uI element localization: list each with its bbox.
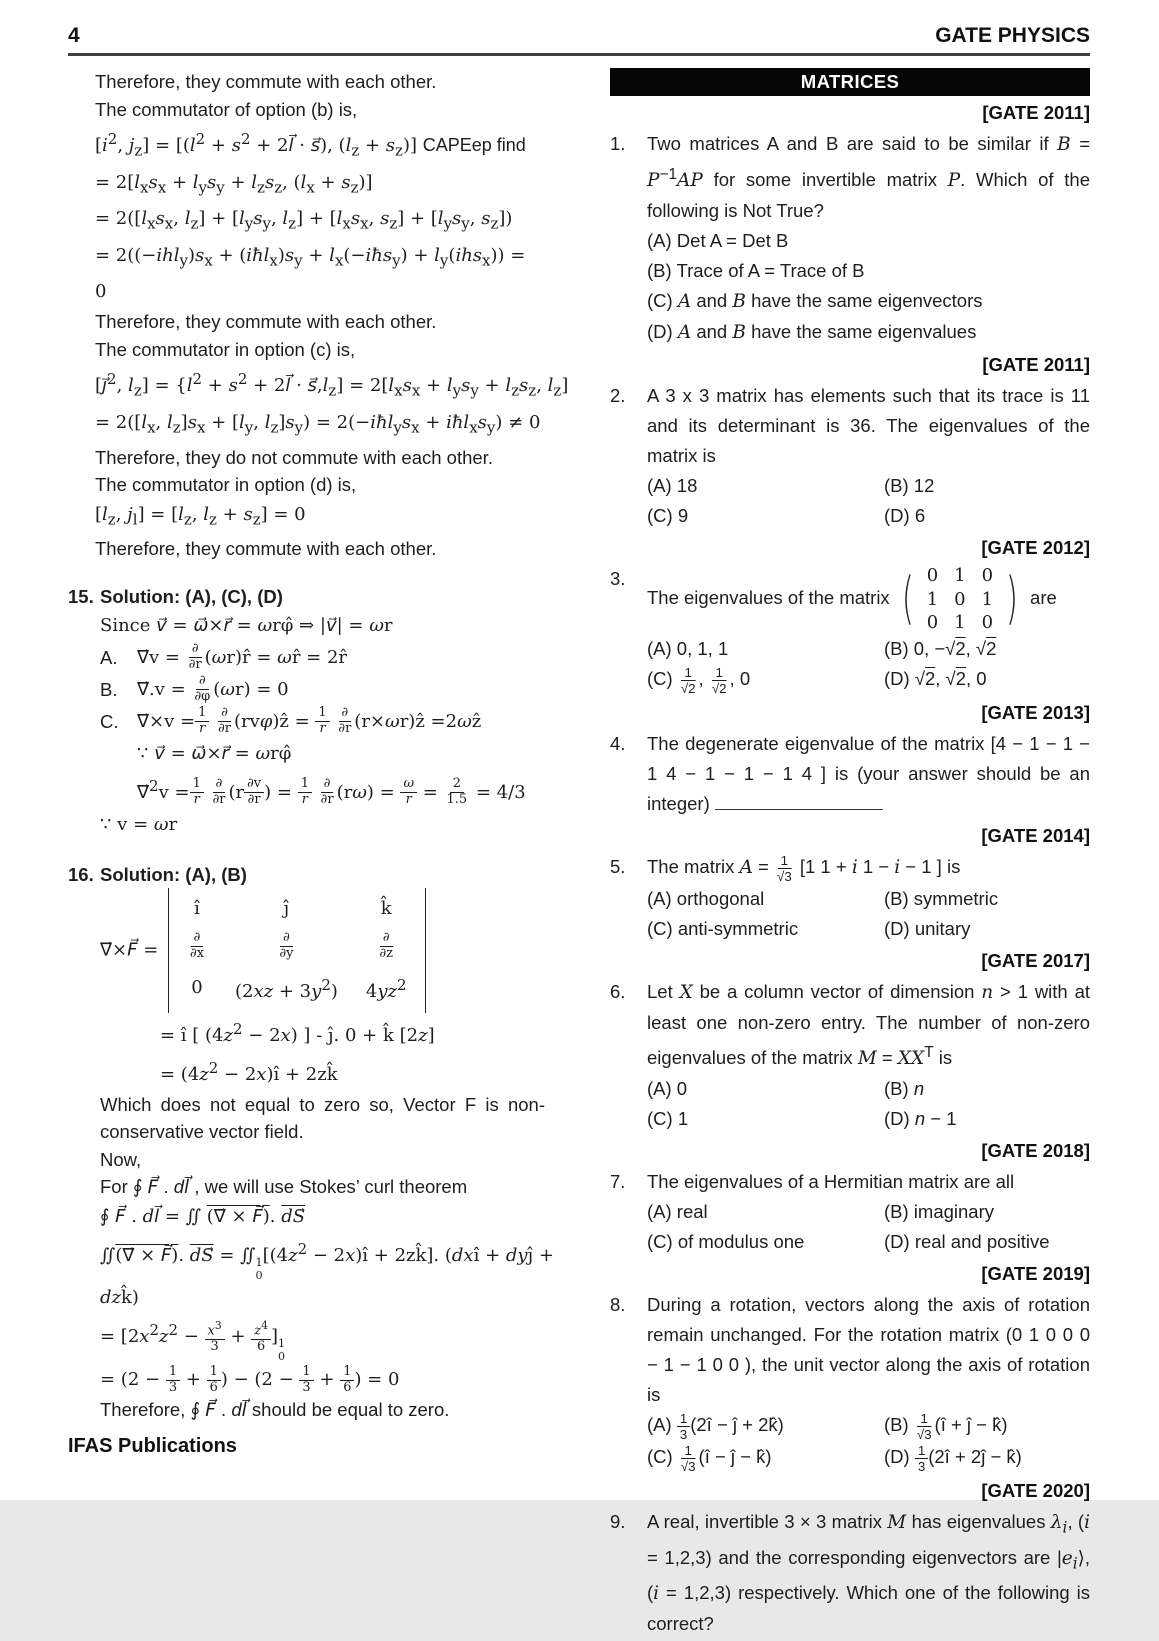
option: (B) imaginary <box>884 1201 994 1223</box>
math-line: [$l_z$, $j_l] = [l_z$, $l_z + s_z] = 0$ <box>95 503 306 529</box>
gate-year-tag: [GATE 2011] <box>982 354 1090 376</box>
option: (B) 12 <box>884 475 935 497</box>
question-number: 6. <box>610 981 626 1003</box>
solution-step <box>100 674 545 706</box>
option: (C) A and B have the same eigenvectors <box>647 290 983 313</box>
options-row <box>647 471 1090 501</box>
options-row <box>647 1442 1090 1474</box>
options-row <box>647 1410 1090 1442</box>
options-row <box>647 501 1090 531</box>
math-line: = $2([l_x$, $l_z]s_x + [l_y$, $l_z]s_y$) = $2(-iħl_ys_x$ + $iħl_xs_y) \ne 0$ <box>95 411 541 437</box>
question-text: The eigenvalues of the matrix ( 0 1 0 1 0 1 0 1 0 ) are <box>647 565 1057 633</box>
gate-year-tag: [GATE 2011] <box>982 102 1090 123</box>
math-line: 0 <box>95 281 107 303</box>
math-line: = $2[l_xs_x + l_ys_y + l_zs_z$, $(l_x + s_z)$] <box>95 171 373 197</box>
option: (B) n <box>884 1078 925 1100</box>
gate-year-tag: [GATE 2014] <box>981 825 1090 847</box>
math-line: ∇⃗v = ∂ ∂r (ωr)r̂ = ωr̂ = 2r̂ <box>137 641 347 673</box>
question-body <box>647 1167 1090 1257</box>
option: (A) Det A = Det B <box>647 230 789 252</box>
option: (D) 6 <box>884 505 926 527</box>
math-line: ∇⃗$^2$v = $\frac{1}{r}$ ∂ ∂r (r $\frac{\partial v}{\partial r}$ ) = $\frac{1}{r}$ ∂ ∂r (rω) = $\frac{\omega}{r}$ = $\frac{2}{1.5}$ = 4/3 <box>137 776 526 808</box>
paragraph: Therefore, they do not commute with each other. <box>95 446 493 468</box>
paragraph: Therefore, they commute with each other. <box>95 538 437 560</box>
option: (A) orthogonal <box>647 888 765 910</box>
math-line: = (2 − $\frac{1}{3}$ + $\frac{1}{6}$ ) − (2 − $\frac{1}{3}$ + $\frac{1}{6}$ ) = 0 <box>100 1363 400 1395</box>
paragraph: The commutator of option (b) is, <box>95 98 358 120</box>
gate-year-tag: [GATE 2013] <box>981 702 1090 724</box>
options-row <box>647 634 1090 664</box>
math-line: ∮ F⃗ . dl⃗ = ∬ (∇⃗ × F⃗). $\overline{dS}$ <box>100 1205 306 1227</box>
question-body <box>647 852 1090 944</box>
math-line: dzk̂) <box>100 1287 139 1309</box>
step-label: C. <box>100 710 119 732</box>
option: (A) 0, 1, 1 <box>647 638 729 660</box>
question-4 <box>610 729 1090 819</box>
question-text: A real, invertible 3 × 3 matrix M has eigenvalues $\lambda_i$, (i = 1,2,3) and the corresponding eigenvectors are $|e_i⟩$, (i = 1,2,3) respectively. Which one of the following is correct? <box>647 1511 1090 1635</box>
option: (C) anti-symmetric <box>647 918 799 940</box>
solution-step <box>100 642 545 674</box>
question-text: Two matrices A and B are said to be similar if $B = P^{-1}AP$ for some invertible matrix P. Which of the following is Not True? <box>647 133 1090 222</box>
math-line: = [$2x^2z^2$ − $\frac{x^3}{3}$ + $\frac{z^4}{6}$ ] 1 0 <box>100 1318 286 1364</box>
step-label: B. <box>100 678 118 700</box>
question-number: 8. <box>610 1294 626 1316</box>
option: (D) √2, √2, 0 <box>884 668 987 690</box>
option: (C) of modulus one <box>647 1231 805 1253</box>
question-number: 9. <box>610 1511 626 1533</box>
section-title: MATRICES <box>800 71 900 92</box>
question-number: 4. <box>610 733 626 755</box>
option: (D) A and B have the same eigenvalues <box>647 321 977 344</box>
step-label: A. <box>100 646 118 668</box>
solution-number: 15. <box>68 585 94 607</box>
paragraph: Which does not equal to zero so, Vector F is non-conservative vector field. <box>100 1093 545 1143</box>
gate-year-tag: [GATE 2018] <box>981 1140 1090 1162</box>
option: (C) $\frac{1}{√2}$ , $\frac{1}{√2}$ , 0 <box>647 664 751 696</box>
question-text: During a rotation, vectors along the axis of rotation remain unchanged. For the rotation matrix (0 1 0 0 0 − 1 − 1 0 0 ), the unit vector along the axis of rotation is <box>647 1294 1090 1406</box>
math-line: = ($4z^2$ − 2x)î + 2zk̂ <box>160 1058 338 1085</box>
option: (B) 0, −√2, √2 <box>884 638 997 660</box>
gate-year-tag: [GATE 2012] <box>981 537 1090 559</box>
gate-year-tag: [GATE 2020] <box>981 1480 1090 1502</box>
question-text: A 3 x 3 matrix has elements such that its trace is 11 and its determinant is 36. The eigenvalues of the matrix is <box>647 385 1090 467</box>
question-text: The matrix A = $\frac{1}{√3}$ [1 1 + i 1 − i − 1 ] is <box>647 852 961 884</box>
solution-heading <box>68 583 545 610</box>
question-body <box>647 129 1090 348</box>
question-number: 2. <box>610 385 626 407</box>
math-line: ∇⃗.v = ∂ ∂φ (ωr) = 0 <box>137 673 289 705</box>
paragraph: The commutator in option (c) is, <box>95 338 356 360</box>
question-1 <box>610 129 1090 348</box>
options-row <box>647 884 1090 914</box>
math-line: = $2([l_xs_x$, $l_z] + [l_ys_y$, $l_z] + [l_xs_x$, $s_z] + [l_ys_y$, $s_z$]) <box>95 208 513 233</box>
question-number: 3. <box>610 568 626 590</box>
option: (D) n − 1 <box>884 1108 957 1130</box>
paragraph: The commutator in option (d) is, <box>95 474 357 496</box>
options-row <box>647 1197 1090 1227</box>
math-block-option-d <box>68 499 545 536</box>
question-6 <box>610 977 1090 1134</box>
solution-16 <box>68 861 554 1424</box>
math-line: [$i^2$, $j_z] = [(l^2 + s^2$ + 2l⃗ · s⃗), $(l_z + s_z)$] CAPEep find <box>95 130 526 160</box>
right-column <box>610 68 1090 1641</box>
option: (C) 9 <box>647 505 689 527</box>
math-line: ∇⃗×v = $\frac{1}{r}$ ∂ ∂r (rvφ)ẑ = $\frac{1}{r}$ ∂ ∂r (r×ωr)ẑ =2ωẑ <box>137 705 482 737</box>
paragraph: Therefore, they commute with each other. <box>95 71 437 92</box>
paragraph: For ∮ F⃗ . dl⃗ , we will use Stokes’ curl theorem <box>100 1176 468 1198</box>
math-line: ∬(∇⃗ × F⃗). $\overline{dS}⃗$ = ∬ 1 0 [($4z^2$ − 2x)î + 2zk̂]. (dxî + dyĵ + <box>100 1239 554 1282</box>
question-text: The degenerate eigenvalue of the matrix [4 − 1 − 1 − 1 4 − 1 − 1 − 1 4 ] is (your answer should be an integer) <box>647 733 1090 815</box>
math-line: [j⃗$^2$, $l_z] = \{l^2 + s^2$ + 2l⃗ · $s⃗,l_z] = 2[l_xs_x + l_ys_y + l_zs_z$, $l_z$] <box>95 370 569 400</box>
option: (D) real and positive <box>884 1231 1050 1253</box>
option: (B) symmetric <box>884 888 999 910</box>
math-block-option-c <box>68 363 569 443</box>
question-body <box>647 564 1090 696</box>
question-2 <box>610 381 1090 531</box>
question-body <box>647 1507 1090 1639</box>
option: (B) Trace of A = Trace of B <box>647 260 865 282</box>
math-block-option-b <box>68 123 545 308</box>
math-line: = î [ $(4z^2 - 2x)$ ] - ĵ. 0 + k̂ [2z] <box>160 1019 435 1046</box>
question-number: 5. <box>610 856 626 878</box>
solution-title: Solution: (A), (C), (D) <box>100 585 283 607</box>
question-body <box>647 381 1090 531</box>
options-row <box>647 1104 1090 1134</box>
options-row <box>647 664 1090 696</box>
option: (C) $\frac{1}{√3}$ (î − ĵ − k̂) <box>647 1442 772 1474</box>
paragraph: Now, <box>100 1148 142 1170</box>
question-5 <box>610 852 1090 944</box>
option: (D) unitary <box>884 918 971 940</box>
math-line: ∵ v = ωr <box>100 813 178 835</box>
header-rule <box>68 53 1090 56</box>
question-3 <box>610 564 1090 696</box>
question-number: 1. <box>610 133 626 154</box>
gate-year-tag: [GATE 2019] <box>981 1263 1090 1285</box>
section-title-bar <box>610 68 1090 96</box>
solution-heading <box>68 861 545 888</box>
gate-year-tag: [GATE 2017] <box>981 950 1090 972</box>
math-line: Since v⃗ = ω⃗×r⃗ = ωrφ̂ ⇒ |v⃗| = ωr <box>100 614 393 636</box>
paragraph: Therefore, they commute with each other. <box>95 311 437 333</box>
left-column <box>68 68 569 1641</box>
two-column-layout <box>68 68 1090 1641</box>
options-row <box>647 914 1090 944</box>
options-row <box>647 1227 1090 1257</box>
option: (A) 18 <box>647 475 698 497</box>
question-text: The eigenvalues of a Hermitian matrix are all <box>647 1171 1015 1193</box>
option: (D) $\frac{1}{3}$ (2î + 2ĵ − k̂) <box>884 1442 1022 1474</box>
option: (A) 0 <box>647 1078 688 1100</box>
math-line: ∵ v⃗ = ω⃗×r⃗ = ωrφ̂ <box>137 742 292 764</box>
option: (A) $\frac{1}{3}$ (2î − ĵ + 2k̂) <box>647 1410 784 1442</box>
option: (A) real <box>647 1201 708 1223</box>
question-body <box>647 977 1090 1134</box>
page-number: 4 <box>68 24 80 47</box>
determinant-expression: ∇⃗×F⃗ = î ĵ k̂ ∂ ∂x ∂ ∂y ∂ ∂z 0 $(2xz + 3y^2)$ $4yz^2$ <box>100 888 545 1013</box>
options-row <box>647 1074 1090 1104</box>
question-body <box>647 1290 1090 1474</box>
option: (B) $\frac{1}{√3}$ (î + ĵ − k̂) <box>884 1410 1008 1442</box>
solution-body <box>68 888 554 1424</box>
option: (C) 1 <box>647 1108 689 1130</box>
question-number: 7. <box>610 1171 626 1193</box>
solution-15 <box>68 583 545 841</box>
book-title: GATE PHYSICS <box>935 24 1090 47</box>
paragraph: Therefore, ∮ F⃗ . dl⃗ should be equal to zero. <box>100 1399 450 1420</box>
publisher-name: IFAS Publications <box>68 1435 237 1457</box>
solution-body <box>68 610 545 841</box>
solution-number: 16. <box>68 863 94 885</box>
footer <box>68 1435 237 1458</box>
math-line: = $2((-ihl_y)s_x$ + $(iħl_x)s_y$ + $l_x(-iħs_y) + l_y(ihs_x)$) = <box>95 244 526 270</box>
question-text: Let X be a column vector of dimension n > 1 with at least one non-zero entry. The number of non-zero eigenvalues of the matrix $M = XX^T$ is <box>647 981 1090 1070</box>
solution-step <box>100 706 545 738</box>
solution-title: Solution: (A), (B) <box>100 863 247 885</box>
question-7 <box>610 1167 1090 1257</box>
question-9 <box>610 1507 1090 1639</box>
question-8 <box>610 1290 1090 1474</box>
question-body <box>647 729 1090 819</box>
page-header <box>68 24 1090 48</box>
